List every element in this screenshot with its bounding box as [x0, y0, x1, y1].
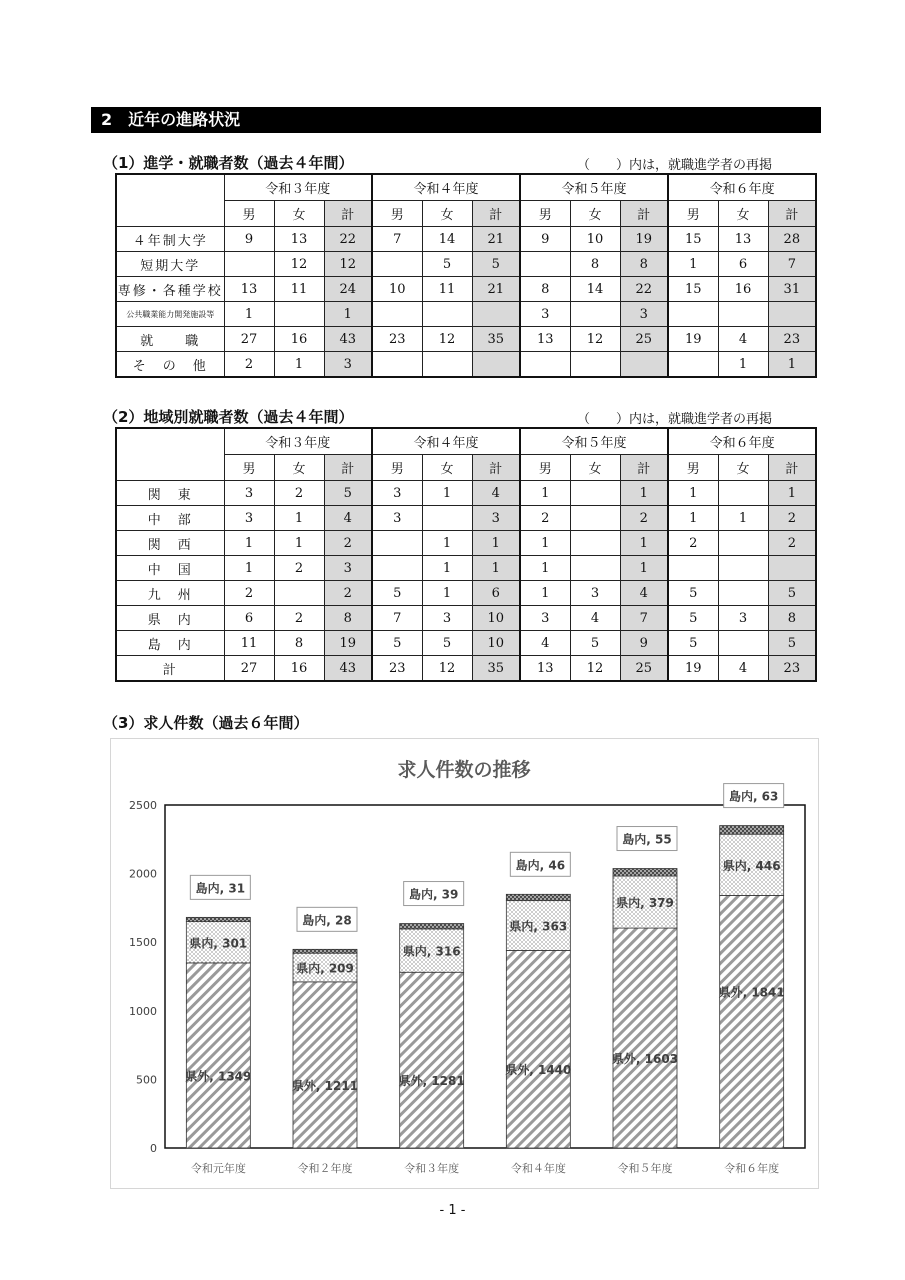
table-cell: 10: [570, 227, 620, 252]
data-label-kengai: 県外, 1349: [185, 1069, 252, 1084]
data-label-kennai: 県内, 301: [189, 936, 248, 951]
column-header: 計: [324, 201, 372, 227]
table-cell: 19: [324, 631, 372, 656]
table-cell: 10: [472, 631, 520, 656]
column-header: 男: [372, 201, 422, 227]
table-cell: 21: [472, 277, 520, 302]
table-cell: 16: [274, 656, 324, 682]
table-cell: 1: [718, 506, 768, 531]
table-corner: [116, 174, 224, 227]
column-header: 男: [372, 455, 422, 481]
table-cell: 7: [372, 227, 422, 252]
table-cell: [520, 252, 570, 277]
column-header: 女: [422, 201, 472, 227]
table-cell: 8: [620, 252, 668, 277]
column-header: 女: [422, 455, 472, 481]
table-cell: [224, 252, 274, 277]
row-label: 県 内: [116, 606, 224, 631]
bar-segment-tounai: [506, 894, 570, 900]
table-cell: 4: [570, 606, 620, 631]
table-cell: 1: [520, 581, 570, 606]
table-cell: 1: [274, 352, 324, 378]
table-cell: 3: [324, 556, 372, 581]
row-label: ４年制大学: [116, 227, 224, 252]
table-row: [116, 506, 816, 531]
table-cell: 14: [422, 227, 472, 252]
row-label: 関 東: [116, 481, 224, 506]
table-cell: [422, 352, 472, 378]
table-cell: 10: [472, 606, 520, 631]
table-cell: [570, 302, 620, 327]
table-cell: 5: [324, 481, 372, 506]
column-header: 女: [718, 201, 768, 227]
table-cell: 1: [274, 531, 324, 556]
table-cell: [372, 252, 422, 277]
table-cell: 31: [768, 277, 816, 302]
table-cell: [372, 302, 422, 327]
data-label-tounai: 島内, 46: [515, 858, 566, 873]
table-cell: 13: [718, 227, 768, 252]
table-cell: 1: [520, 556, 570, 581]
table-cell: [768, 556, 816, 581]
table1-title: （1）進学・就職者数（過去４年間）: [103, 154, 354, 172]
table-cell: 6: [472, 581, 520, 606]
table-cell: 1: [718, 352, 768, 378]
table-cell: 2: [324, 581, 372, 606]
year-header: 令和５年度: [520, 428, 668, 455]
column-header: 女: [274, 201, 324, 227]
table-cell: [668, 302, 718, 327]
column-header: 計: [472, 201, 520, 227]
table-corner: [116, 428, 224, 481]
column-header: 女: [274, 455, 324, 481]
table-cell: [372, 556, 422, 581]
table-row: [116, 656, 816, 682]
chart-title: 求人件数の推移: [397, 759, 531, 781]
table2-title: （2）地域別就職者数（過去４年間）: [103, 408, 354, 426]
column-header: 計: [324, 455, 372, 481]
bar-segment-kengai: [293, 982, 357, 1148]
row-label: 就 職: [116, 327, 224, 352]
x-tick-label: 令和５年度: [617, 1162, 673, 1175]
table-cell: [472, 302, 520, 327]
table-cell: [274, 581, 324, 606]
table-cell: 1: [472, 556, 520, 581]
table-cell: 12: [422, 327, 472, 352]
table-cell: 1: [768, 481, 816, 506]
data-label-kennai: 県内, 363: [509, 919, 568, 934]
data-label-tounai: 島内, 28: [302, 913, 352, 928]
column-header: 計: [768, 201, 816, 227]
table-cell: 8: [520, 277, 570, 302]
table-cell: 2: [324, 531, 372, 556]
table-cell: 25: [620, 656, 668, 682]
job-openings-chart: [111, 739, 818, 1188]
table-cell: 1: [224, 531, 274, 556]
table-cell: [718, 631, 768, 656]
table-cell: 1: [224, 302, 274, 327]
table-cell: [718, 481, 768, 506]
y-tick-label: 2500: [129, 799, 157, 812]
table-cell: 5: [768, 631, 816, 656]
table-cell: 1: [520, 481, 570, 506]
row-label: 計: [116, 656, 224, 682]
table-cell: [570, 556, 620, 581]
column-header: 女: [570, 201, 620, 227]
y-tick-label: 2000: [129, 867, 157, 881]
career-table: [115, 173, 817, 378]
table-cell: 3: [422, 606, 472, 631]
table-cell: 3: [620, 302, 668, 327]
table-cell: 8: [324, 606, 372, 631]
table-row: [116, 302, 816, 327]
table-cell: 1: [520, 531, 570, 556]
table-cell: [718, 581, 768, 606]
table-cell: 4: [620, 581, 668, 606]
x-tick-label: 令和４年度: [510, 1162, 566, 1175]
table-cell: 19: [668, 327, 718, 352]
column-header: 男: [520, 201, 570, 227]
table-cell: 1: [472, 531, 520, 556]
data-label-kengai: 県外, 1603: [611, 1052, 679, 1067]
table-cell: 28: [768, 227, 816, 252]
column-header: 男: [520, 455, 570, 481]
x-tick-label: 令和６年度: [724, 1162, 780, 1175]
table-cell: 5: [668, 606, 718, 631]
table-cell: [422, 506, 472, 531]
table-cell: 2: [274, 606, 324, 631]
data-label-kennai: 県内, 316: [402, 944, 461, 959]
table-cell: 1: [668, 481, 718, 506]
table-cell: 3: [224, 506, 274, 531]
table-cell: [718, 302, 768, 327]
y-tick-label: 0: [150, 1142, 157, 1155]
plot-area: [165, 805, 805, 1148]
year-header: 令和４年度: [372, 174, 520, 201]
table-cell: 3: [570, 581, 620, 606]
table-cell: 21: [472, 227, 520, 252]
bar-segment-tounai: [720, 826, 784, 835]
table-cell: 3: [520, 302, 570, 327]
table-cell: 43: [324, 327, 372, 352]
table-cell: 10: [372, 277, 422, 302]
table-cell: 1: [224, 556, 274, 581]
table-cell: 9: [620, 631, 668, 656]
column-header: 計: [620, 201, 668, 227]
table-cell: 23: [372, 656, 422, 682]
data-label-kengai: 県外, 1440: [505, 1063, 572, 1078]
bar-segment-kengai: [400, 972, 464, 1148]
table-cell: 12: [274, 252, 324, 277]
row-label: 公共職業能力開発施設等: [116, 302, 224, 327]
table-cell: 2: [768, 531, 816, 556]
column-header: 計: [768, 455, 816, 481]
table-cell: 3: [520, 606, 570, 631]
table-cell: 2: [768, 506, 816, 531]
x-tick-label: 令和２年度: [297, 1162, 353, 1175]
year-header: 令和６年度: [668, 428, 816, 455]
bar-segment-tounai: [400, 924, 464, 929]
row-label: 中 国: [116, 556, 224, 581]
column-header: 男: [668, 455, 718, 481]
table-row: [116, 352, 816, 378]
table-cell: 1: [422, 481, 472, 506]
data-label-tounai: 島内, 31: [195, 881, 246, 896]
bar-segment-tounai: [186, 917, 250, 921]
data-label-kennai: 県内, 446: [722, 858, 781, 873]
table-cell: 43: [324, 656, 372, 682]
row-label: 島 内: [116, 631, 224, 656]
table-cell: 35: [472, 327, 520, 352]
table-cell: 24: [324, 277, 372, 302]
table-cell: 35: [472, 656, 520, 682]
table-cell: 3: [324, 352, 372, 378]
data-label-kennai: 県内, 379: [616, 896, 674, 911]
table-row: [116, 252, 816, 277]
column-header: 計: [620, 455, 668, 481]
year-header: 令和５年度: [520, 174, 668, 201]
table-cell: [620, 352, 668, 378]
data-label-kengai: 県外, 1281: [398, 1074, 465, 1089]
region-table: [115, 427, 817, 682]
table-cell: 5: [472, 252, 520, 277]
table-cell: 2: [224, 352, 274, 378]
table-cell: 3: [472, 506, 520, 531]
table-cell: 8: [570, 252, 620, 277]
y-tick-label: 500: [136, 1073, 157, 1087]
table-cell: 7: [768, 252, 816, 277]
table-cell: 5: [570, 631, 620, 656]
table-row: [116, 631, 816, 656]
table-cell: 2: [224, 581, 274, 606]
y-tick-label: 1500: [129, 936, 157, 950]
table-cell: 9: [224, 227, 274, 252]
y-tick-label: 1000: [129, 1004, 157, 1018]
data-label-kengai: 県外, 1211: [291, 1078, 359, 1093]
table-cell: [372, 352, 422, 378]
table-cell: 13: [274, 227, 324, 252]
table-cell: 7: [620, 606, 668, 631]
table-cell: 5: [768, 581, 816, 606]
data-label-kennai: 県内, 209: [296, 961, 354, 976]
table-cell: 1: [324, 302, 372, 327]
table-cell: 13: [520, 656, 570, 682]
table-cell: [520, 352, 570, 378]
table-cell: 15: [668, 227, 718, 252]
table-cell: 5: [372, 631, 422, 656]
table-cell: 1: [620, 531, 668, 556]
row-label: 専修・各種学校: [116, 277, 224, 302]
table-cell: 13: [520, 327, 570, 352]
table-cell: 1: [668, 252, 718, 277]
row-label: 九 州: [116, 581, 224, 606]
table-cell: [668, 556, 718, 581]
table-cell: [570, 481, 620, 506]
table-cell: 27: [224, 656, 274, 682]
table-cell: 2: [520, 506, 570, 531]
table-cell: 23: [768, 656, 816, 682]
chart-frame: [110, 738, 819, 1189]
table-cell: 4: [324, 506, 372, 531]
table-row: [116, 606, 816, 631]
table-cell: 14: [570, 277, 620, 302]
table-cell: 7: [372, 606, 422, 631]
table-cell: [274, 302, 324, 327]
table-cell: 1: [422, 556, 472, 581]
table-cell: 8: [274, 631, 324, 656]
table-cell: 23: [768, 327, 816, 352]
row-label: 中 部: [116, 506, 224, 531]
column-header: 男: [668, 201, 718, 227]
table-cell: 3: [372, 481, 422, 506]
bar-segment-kengai: [720, 895, 784, 1148]
column-header: 男: [224, 455, 274, 481]
table-cell: 6: [718, 252, 768, 277]
table-cell: 1: [620, 481, 668, 506]
x-tick-label: 令和３年度: [404, 1162, 460, 1175]
table-cell: [570, 506, 620, 531]
column-header: 計: [472, 455, 520, 481]
table-cell: 1: [422, 581, 472, 606]
column-header: 女: [570, 455, 620, 481]
table-row: [116, 481, 816, 506]
table-cell: 11: [274, 277, 324, 302]
table-cell: 13: [224, 277, 274, 302]
table-row: [116, 327, 816, 352]
table-cell: 2: [274, 481, 324, 506]
table-cell: 5: [372, 581, 422, 606]
table-cell: 3: [718, 606, 768, 631]
table-cell: 22: [620, 277, 668, 302]
table-cell: 8: [768, 606, 816, 631]
table-cell: 27: [224, 327, 274, 352]
table-cell: 11: [224, 631, 274, 656]
table-cell: 23: [372, 327, 422, 352]
table-cell: 5: [422, 252, 472, 277]
table2-note: （ ）内は，就職進学者の再掲: [577, 412, 773, 427]
table-cell: [718, 531, 768, 556]
table-cell: 6: [224, 606, 274, 631]
row-label: 短期大学: [116, 252, 224, 277]
table-cell: 1: [274, 506, 324, 531]
table-cell: 22: [324, 227, 372, 252]
row-label: 関 西: [116, 531, 224, 556]
table1-note: （ ）内は，就職進学者の再掲: [577, 158, 773, 173]
table-cell: 16: [274, 327, 324, 352]
table-cell: [372, 531, 422, 556]
bar-segment-kengai: [186, 963, 250, 1148]
table-cell: 4: [718, 327, 768, 352]
table-cell: [768, 302, 816, 327]
row-label: そ の 他: [116, 352, 224, 378]
table-row: [116, 581, 816, 606]
table-cell: 12: [422, 656, 472, 682]
table-row: [116, 277, 816, 302]
year-header: 令和４年度: [372, 428, 520, 455]
table-row: [116, 227, 816, 252]
table-cell: 5: [422, 631, 472, 656]
table-cell: [570, 531, 620, 556]
table-cell: 1: [668, 506, 718, 531]
year-header: 令和６年度: [668, 174, 816, 201]
table-row: [116, 556, 816, 581]
bar-segment-tounai: [613, 869, 677, 877]
section-heading: 2 近年の進路状況: [91, 107, 821, 133]
bar-segment-kengai: [613, 928, 677, 1148]
table-cell: [570, 352, 620, 378]
table-cell: 4: [718, 656, 768, 682]
table-cell: 1: [620, 556, 668, 581]
table-cell: 15: [668, 277, 718, 302]
table-cell: [668, 352, 718, 378]
table-cell: 12: [570, 656, 620, 682]
data-label-tounai: 島内, 39: [408, 887, 459, 902]
table-cell: [472, 352, 520, 378]
table-cell: 2: [620, 506, 668, 531]
data-label-kengai: 県外, 1841: [718, 985, 785, 1000]
column-header: 女: [718, 455, 768, 481]
table-cell: 5: [668, 631, 718, 656]
table-cell: 2: [668, 531, 718, 556]
table-cell: 3: [372, 506, 422, 531]
table-cell: 5: [668, 581, 718, 606]
table-cell: 1: [422, 531, 472, 556]
table-cell: 19: [620, 227, 668, 252]
year-header: 令和３年度: [224, 174, 372, 201]
table-cell: 19: [668, 656, 718, 682]
table-cell: 12: [570, 327, 620, 352]
table-cell: 25: [620, 327, 668, 352]
table-cell: 4: [520, 631, 570, 656]
table-cell: 1: [768, 352, 816, 378]
year-header: 令和３年度: [224, 428, 372, 455]
table-cell: 12: [324, 252, 372, 277]
column-header: 男: [224, 201, 274, 227]
table-cell: 9: [520, 227, 570, 252]
table-cell: [422, 302, 472, 327]
bar-segment-tounai: [293, 949, 357, 953]
data-label-tounai: 島内, 55: [622, 832, 672, 847]
x-tick-label: 令和元年度: [190, 1162, 246, 1175]
chart-section-title: （3）求人件数（過去６年間）: [103, 714, 309, 732]
table-cell: 11: [422, 277, 472, 302]
table-cell: 16: [718, 277, 768, 302]
data-label-tounai: 島内, 63: [728, 789, 779, 804]
table-cell: 3: [224, 481, 274, 506]
table-cell: [718, 556, 768, 581]
bar-segment-kengai: [506, 950, 570, 1148]
page-number: - 1 -: [439, 1203, 466, 1218]
table-row: [116, 531, 816, 556]
table-cell: 4: [472, 481, 520, 506]
table-cell: 2: [274, 556, 324, 581]
